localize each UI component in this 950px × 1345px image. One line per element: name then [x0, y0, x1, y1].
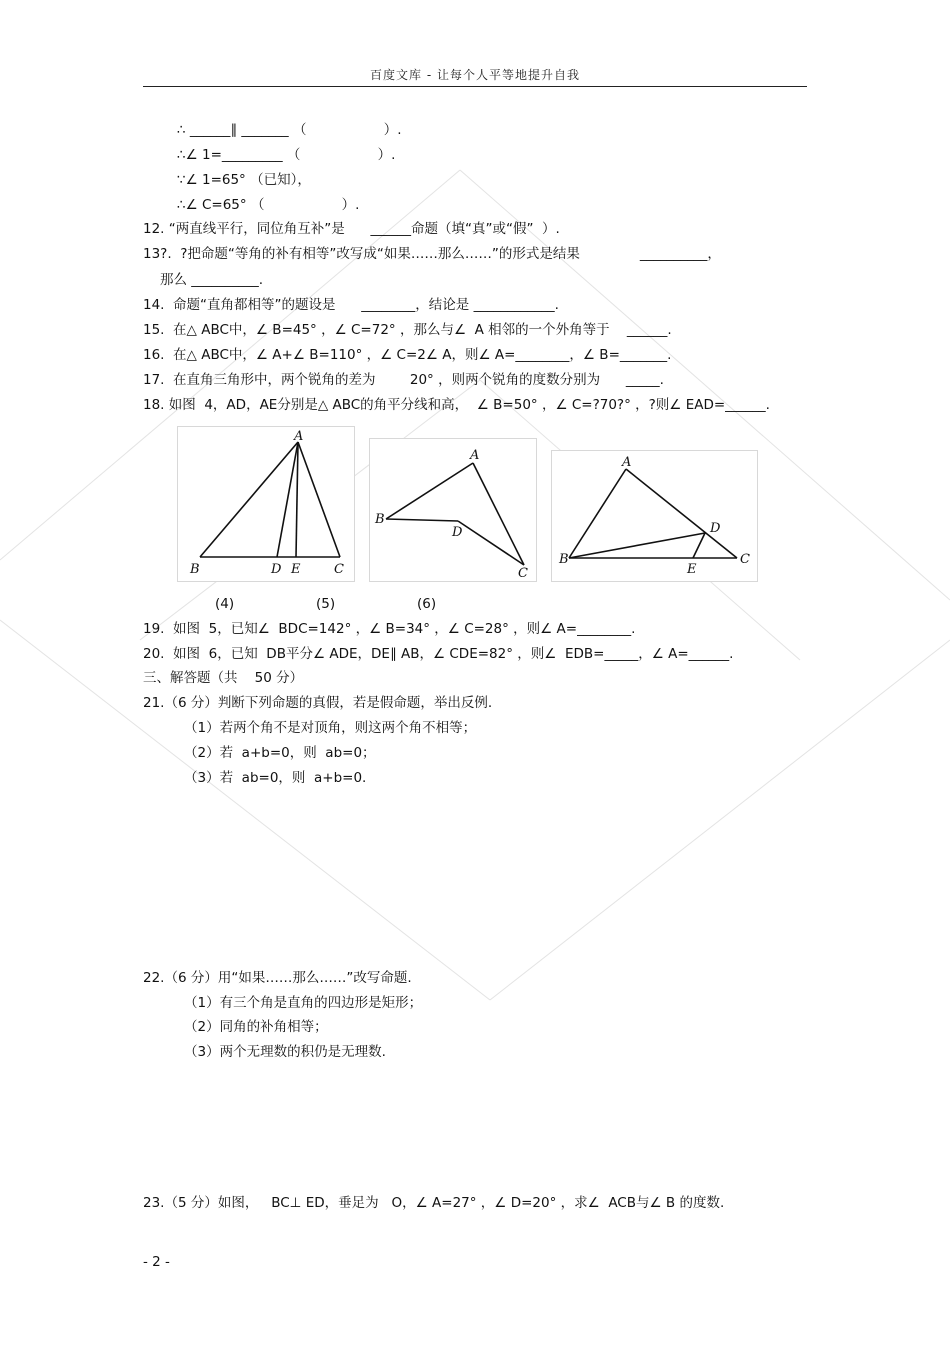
question-21-part-2: （2）若 a+b=0，则 ab=0； — [184, 745, 376, 761]
question-14: 14. 命题“直角都相等”的题设是 ________，结论是 ____________. — [143, 297, 559, 313]
fig6-label-a: A — [622, 455, 632, 470]
figure-5 — [369, 438, 537, 582]
question-20: 20. 如图 6，已知 DB平分∠ ADE，DE∥ AB，∠ CDE=82° ，则∠ EDB=_____，∠ A=______. — [143, 646, 734, 662]
header-title: 百度文库 - 让每个人平等地提升自我 — [370, 68, 580, 82]
figure-6 — [551, 450, 758, 582]
fig4-label-e: E — [291, 562, 301, 577]
question-19: 19. 如图 5，已知∠ BDC=142° ，∠ B=34° ，∠ C=28° ，则∠ A=________. — [143, 621, 636, 637]
question-13-cont: 那么 __________. — [160, 272, 264, 288]
question-22-part-2: （2）同角的补角相等； — [184, 1019, 328, 1035]
caption-figure-6: (6) — [417, 596, 437, 612]
question-21-part-1: （1）若两个角不是对顶角，则这两个角不相等； — [184, 720, 477, 736]
figure-4 — [177, 426, 355, 582]
page-number: - 2 - — [143, 1254, 170, 1270]
question-16: 16. 在△ ABC中，∠ A+∠ B=110° ，∠ C=2∠ A，则∠ A=________，∠ B=_______. — [143, 347, 672, 363]
caption-figure-4: (4) — [215, 596, 235, 612]
question-12: 12. “两直线平行，同位角互补”是 ______命题（填“真”或“假” ）. — [143, 221, 560, 237]
question-15: 15. 在△ ABC中，∠ B=45° ，∠ C=72° ，那么与∠ A 相邻的一个外角等于 ______. — [143, 322, 672, 338]
fig4-label-c: C — [334, 562, 344, 577]
fig6-label-c: C — [740, 552, 750, 567]
question-22-part-3: （3）两个无理数的积仍是无理数. — [184, 1044, 386, 1060]
caption-figure-5: (5) — [316, 596, 336, 612]
fig4-label-b: B — [190, 562, 200, 577]
proof-line-2: ∴∠ 1=_________ （ ）. — [177, 147, 396, 163]
proof-line-1: ∴ ______∥ _______ （ ）. — [177, 122, 402, 138]
header-divider — [143, 86, 807, 87]
question-21: 21.（6 分）判断下列命题的真假，若是假命题，举出反例. — [143, 695, 493, 711]
fig5-label-b: B — [375, 512, 385, 527]
question-22: 22.（6 分）用“如果……那么……”改写命题. — [143, 970, 412, 986]
section-heading-answers: 三、解答题（共 50 分） — [143, 670, 304, 686]
proof-line-4: ∴∠ C=65° （ ）. — [177, 197, 360, 213]
fig4-label-d: D — [271, 562, 282, 577]
question-13: 13?. ?把命题“等角的补有相等”改写成“如果……那么……”的形式是结果 __________， — [143, 246, 721, 262]
proof-line-3: ∵∠ 1=65° （已知）， — [177, 172, 311, 188]
question-21-part-3: （3）若 ab=0，则 a+b=0. — [184, 770, 367, 786]
question-17: 17. 在直角三角形中，两个锐角的差为 20° ，则两个锐角的度数分别为 _____. — [143, 372, 664, 388]
question-22-part-1: （1）有三个角是直角的四边形是矩形； — [184, 995, 423, 1011]
fig6-label-e: E — [687, 562, 697, 577]
question-23: 23.（5 分）如图， BC⊥ ED，垂足为 O，∠ A=27° ，∠ D=20° ，求∠ ACB与∠ B 的度数. — [143, 1195, 725, 1211]
fig5-label-c: C — [518, 566, 528, 581]
fig5-label-a: A — [470, 448, 480, 463]
fig6-label-b: B — [559, 552, 569, 567]
fig6-label-d: D — [710, 521, 721, 536]
question-18: 18. 如图 4，AD，AE分别是△ ABC的角平分线和高， ∠ B=50° ，∠ C=?70?° ，?则∠ EAD=______. — [143, 397, 770, 413]
fig5-label-d: D — [452, 525, 463, 540]
fig4-label-a: A — [294, 429, 304, 444]
